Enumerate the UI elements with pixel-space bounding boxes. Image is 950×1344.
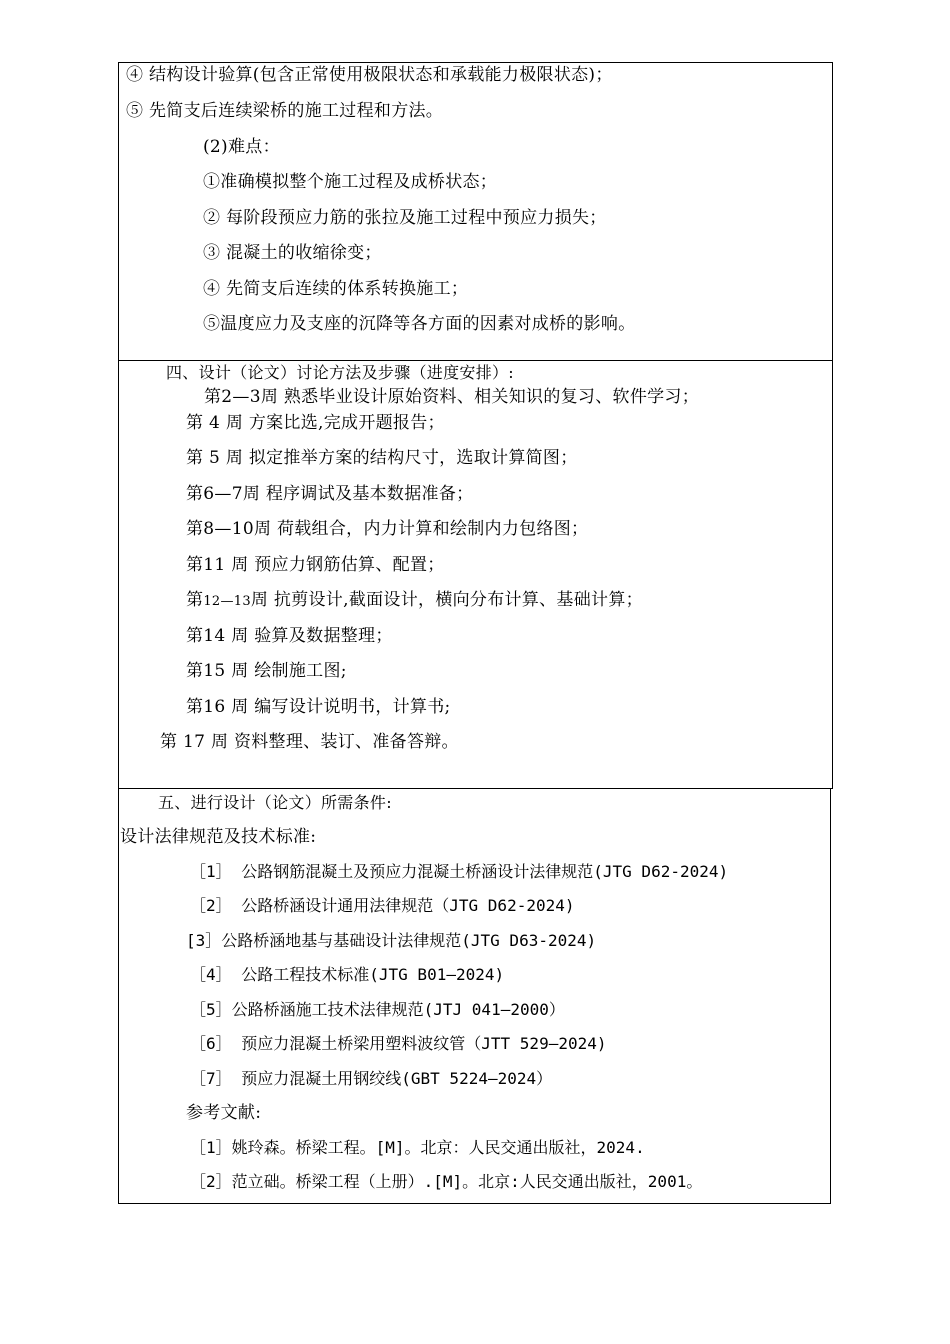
schedule-item: 第11 周 预应力钢筋估算、配置； <box>186 555 445 575</box>
difficulty-item: ④ 先简支后连续的体系转换施工； <box>203 279 469 299</box>
section4-heading: 四、设计（论文）讨论方法及步骤（进度安排）: <box>166 363 514 382</box>
section5-heading: 五、进行设计（论文）所需条件: <box>158 793 392 812</box>
difficulty-heading: (2)难点： <box>203 137 280 157</box>
difficulty-item: ①准确模拟整个施工过程及成桥状态； <box>203 172 498 192</box>
schedule-item: 第15 周 绘制施工图; <box>186 661 347 681</box>
difficulty-item: ③ 混凝土的收缩徐变； <box>203 243 382 263</box>
references-heading: 参考文献: <box>186 1103 262 1123</box>
schedule-item: 第6—7周 程序调试及基本数据准备； <box>186 484 474 504</box>
section3-item: ⑤ 先简支后连续梁桥的施工过程和方法。 <box>126 101 444 121</box>
standard-item: ［5］公路桥涵施工技术法律规范(JTJ 041—2000） <box>190 1000 565 1019</box>
schedule-item-week12 <box>186 589 643 613</box>
difficulty-item: ② 每阶段预应力筋的张拉及施工过程中预应力损失； <box>203 208 607 228</box>
reference-item: ［1］姚玲森。桥梁工程。[M]。北京：人民交通出版社，2024. <box>190 1138 645 1157</box>
week12-text: 周 抗剪设计,截面设计，横向分布计算、基础计算； <box>250 590 643 610</box>
week12-prefix: 第 <box>186 590 204 610</box>
schedule-item: 第 4 周 方案比选,完成开题报告； <box>186 413 445 433</box>
standard-item: ［4］ 公路工程技术标准(JTG B01—2024) <box>190 965 505 984</box>
schedule-item: 第2—3周 熟悉毕业设计原始资料、相关知识的复习、软件学习； <box>204 387 700 407</box>
schedule-item: 第 17 周 资料整理、装订、准备答辩。 <box>160 732 459 752</box>
standards-heading: 设计法律规范及技术标准: <box>120 827 317 847</box>
schedule-item: 第8—10周 荷载组合，内力计算和绘制内力包络图； <box>186 519 589 539</box>
standard-item: ［1］ 公路钢筋混凝土及预应力混凝土桥涵设计法律规范(JTG D62-2024) <box>190 862 729 881</box>
schedule-item: 第16 周 编写设计说明书，计算书; <box>186 697 451 717</box>
section3-item: ④ 结构设计验算(包含正常使用极限状态和承载能力极限状态)； <box>126 65 613 85</box>
standard-item: ［7］ 预应力混凝土用钢绞线(GBT 5224—2024） <box>190 1069 553 1088</box>
reference-item: ［2］范立础。桥梁工程（上册）.[M]。北京:人民交通出版社，2001。 <box>190 1172 703 1191</box>
schedule-item: 第 5 周 拟定推举方案的结构尺寸，选取计算简图； <box>186 448 578 468</box>
difficulty-item: ⑤温度应力及支座的沉降等各方面的因素对成桥的影响。 <box>203 314 636 334</box>
standard-item: ［6］ 预应力混凝土桥梁用塑料波纹管（JTT 529—2024) <box>190 1034 607 1053</box>
week12-range: 12—13 <box>203 594 251 609</box>
standard-item: ［2］ 公路桥涵设计通用法律规范（JTG D62-2024) <box>190 896 575 915</box>
standard-item: [3］公路桥涵地基与基础设计法律规范(JTG D63-2024) <box>186 931 597 950</box>
schedule-item: 第14 周 验算及数据整理； <box>186 626 393 646</box>
